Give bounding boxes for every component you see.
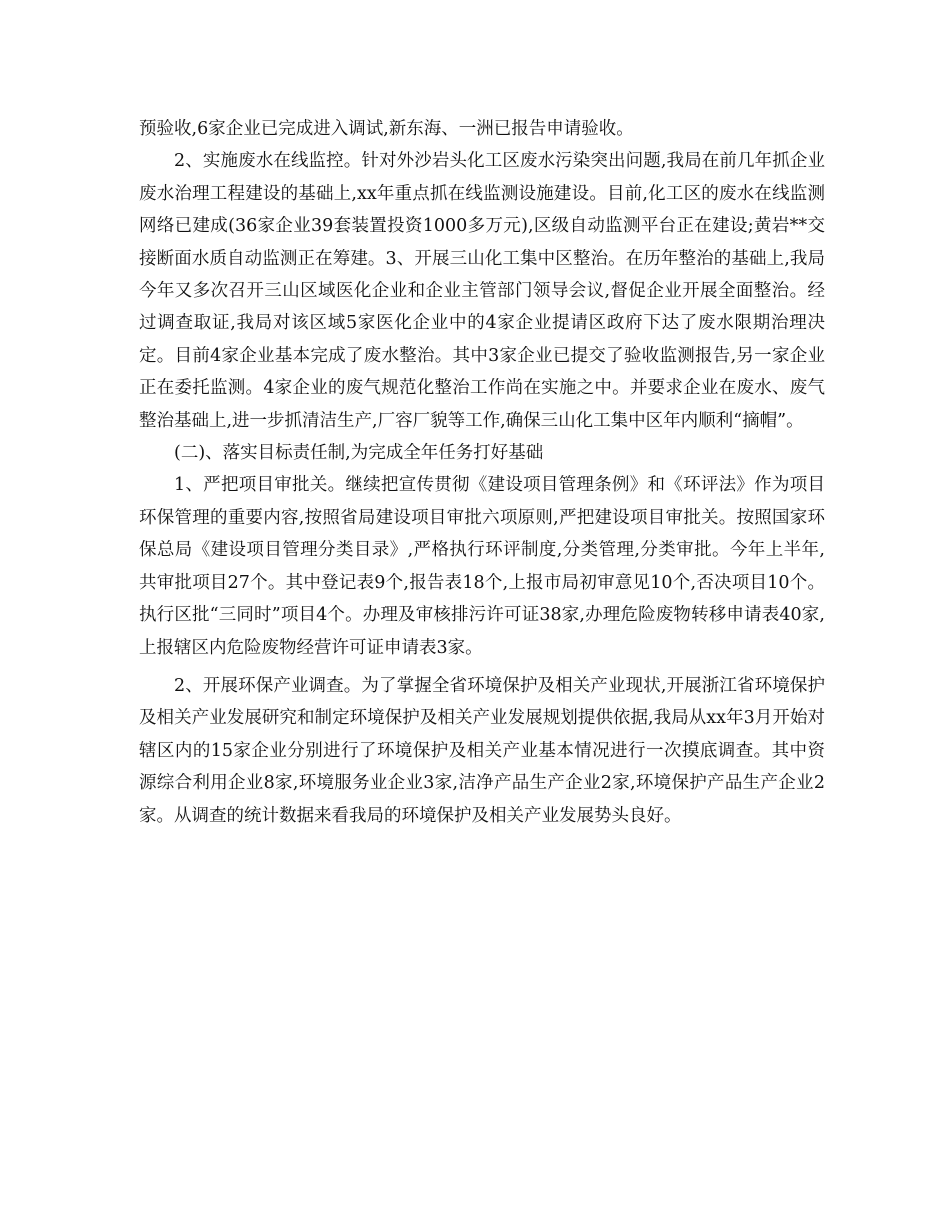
paragraph-project-approval: 1、严把项目审批关。继续把宣传贯彻《建设项目管理条例》和《环评法》作为项目环保管理的重要内容,按照省局建设项目审批六项原则,严把建设项目审批关。按照国家环保总局《建设项目管理分类目录》,严格执行环评制度,分类管理,分类审批。今年上半年,共审批项目27个。其中登记表9个,报告表18个,上报市局初审意见10个,否决项目10个。执行区批“三同时”项目4个。办理及审核排污许可证38家,办理危险废物转移申请表40家,上报辖区内危险废物经营许可证申请表3家。 xyxy=(139,475,825,658)
paragraph-wastewater-monitoring: 2、实施废水在线监控。针对外沙岩头化工区废水污染突出问题,我局在前几年抓企业废水治理工程建设的基础上,xx年重点抓在线监测设施建设。目前,化工区的废水在线监测网络已建成(36家企业39套装置投资1000多万元),区级自动监测平台正在建设;黄岩**交接断面水质自动监测正在筹建。3、开展三山化工集中区整治。在历年整治的基础上,我局今年又多次召开三山区域医化企业和企业主管部门领导会议,督促企业开展全面整治。经过调查取证,我局对该区域5家医化企业中的4家企业提请区政府下达了废水限期治理决定。目前4家企业基本完成了废水整治。其中3家企业已提交了验收监测报告,另一家企业正在委托监测。4家企业的废气规范化整治工作尚在实施之中。并要求企业在废水、废气整治基础上,进一步抓清洁生产,厂容厂貌等工作,确保三山化工集中区年内顺利“摘帽”。 xyxy=(139,151,825,431)
section-heading-responsibility: (二)、落实目标责任制,为完成全年任务打好基础 xyxy=(174,443,544,464)
paragraph-continuation: 预验收,6家企业已完成进入调试,新东海、一洲已报告申请验收。 xyxy=(139,119,634,139)
paragraph-industry-survey: 2、开展环保产业调查。为了掌握全省环境保护及相关产业现状,开展浙江省环境保护及相关产业发展研究和制定环境保护及相关产业发展规划提供依据,我局从xx年3月开始对辖区内的15家企业分别进行了环境保护及相关产业基本情况进行一次摸底调查。其中资源综合利用企业8家,环境服务业企业3家,洁净产品生产企业2家,环境保护产品生产企业2家。从调查的统计数据来看我局的环境保护及相关产业发展势头良好。 xyxy=(139,675,825,826)
document-body xyxy=(139,113,825,832)
